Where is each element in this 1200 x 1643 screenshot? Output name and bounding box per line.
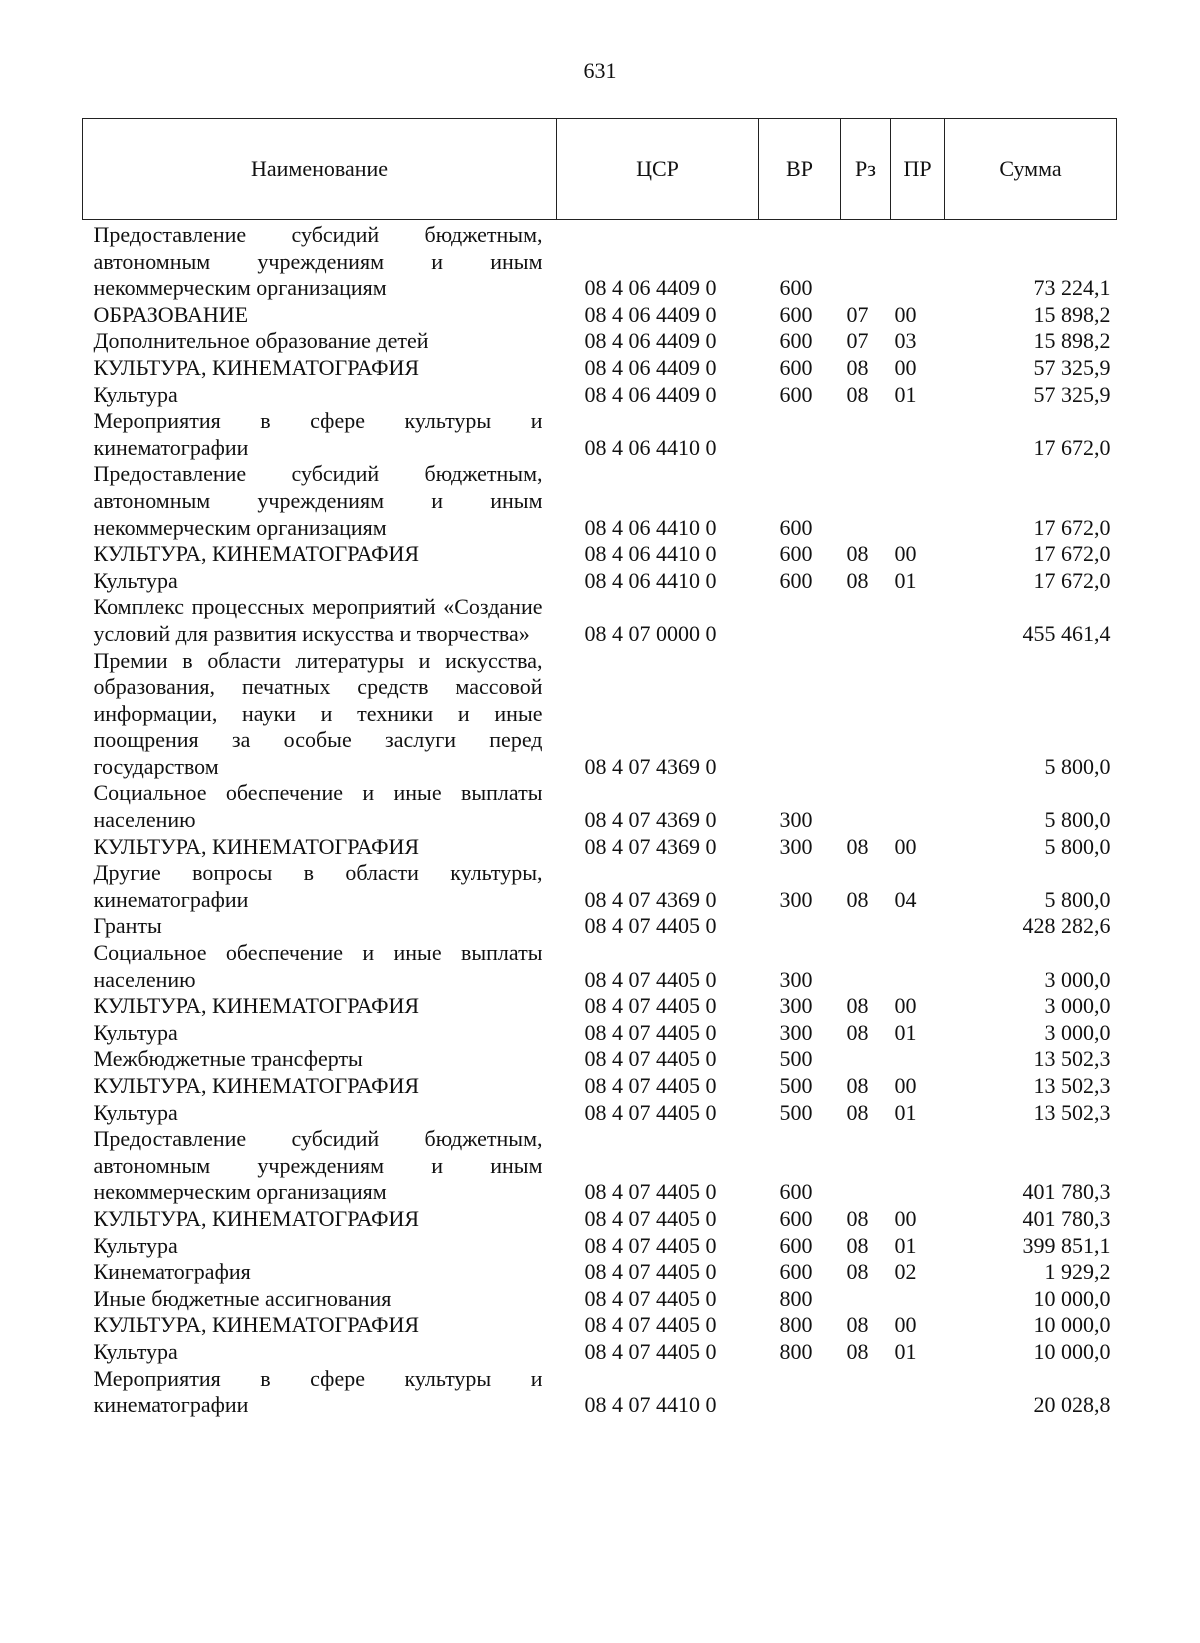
budget-table-container	[82, 118, 1116, 1419]
row-pr: 03	[894, 328, 917, 354]
row-rz	[841, 913, 891, 940]
row-csr: 08 4 06 4409 0	[584, 275, 717, 301]
table-row	[83, 913, 1117, 940]
row-sum: 57 325,9	[1033, 381, 1111, 407]
row-sum: 17 672,0	[1033, 541, 1111, 567]
row-name-text: Культура	[93, 1099, 178, 1125]
table-row	[83, 940, 1117, 993]
row-name-text: Дополнительное образование детей	[93, 328, 429, 354]
row-name	[83, 408, 557, 461]
row-vr: 600	[779, 275, 813, 301]
row-rz	[841, 1126, 891, 1206]
row-sum: 13 502,3	[1033, 1099, 1111, 1125]
row-vr: 600	[779, 1179, 813, 1205]
row-rz: 08	[846, 1205, 869, 1231]
row-pr	[891, 594, 945, 647]
row-csr: 08 4 07 4405 0	[584, 993, 717, 1019]
row-name-text: Кинематография	[93, 1259, 251, 1285]
row-rz	[841, 648, 891, 781]
row-name	[83, 834, 557, 861]
row-name-text: КУЛЬТУРА, КИНЕМАТОГРАФИЯ	[93, 833, 420, 859]
row-name	[83, 1073, 557, 1100]
budget-table	[82, 118, 1117, 1419]
row-name-text: Культура	[93, 1338, 178, 1364]
row-rz: 08	[846, 541, 869, 567]
row-csr: 08 4 06 4409 0	[584, 328, 717, 354]
row-name	[83, 302, 557, 329]
row-vr: 600	[779, 381, 813, 407]
row-pr: 00	[894, 541, 917, 567]
table-row	[83, 1020, 1117, 1047]
row-pr	[891, 220, 945, 302]
row-rz: 08	[846, 1073, 869, 1098]
row-sum: 10 000,0	[1033, 1312, 1111, 1338]
row-vr: 600	[779, 541, 813, 567]
row-sum: 1 929,2	[1044, 1259, 1111, 1285]
row-vr	[759, 913, 841, 940]
table-row	[83, 780, 1117, 833]
row-sum: 17 672,0	[1033, 567, 1111, 593]
row-csr: 08 4 07 4405 0	[584, 966, 717, 992]
row-csr: 08 4 07 4369 0	[584, 807, 717, 833]
row-name-text: КУЛЬТУРА, КИНЕМАТОГРАФИЯ	[93, 1073, 420, 1098]
row-name-text: Мероприятия в сфере культуры и кинематографии	[93, 408, 543, 460]
row-rz: 08	[846, 1099, 869, 1125]
row-pr: 04	[894, 886, 917, 912]
row-csr: 08 4 06 4410 0	[584, 434, 717, 460]
row-name	[83, 382, 557, 409]
table-row	[83, 993, 1117, 1020]
row-rz	[841, 461, 891, 541]
table-row	[83, 1233, 1117, 1260]
table-row	[83, 382, 1117, 409]
row-sum: 3 000,0	[1044, 1019, 1111, 1045]
table-row	[83, 1259, 1117, 1286]
row-pr: 01	[894, 1019, 917, 1045]
row-sum: 15 898,2	[1033, 301, 1111, 327]
row-vr: 600	[779, 514, 813, 540]
row-vr	[759, 1366, 841, 1419]
row-rz: 08	[846, 1259, 869, 1285]
header-rz: Рз	[841, 119, 891, 220]
row-csr: 08 4 07 4405 0	[584, 1179, 717, 1205]
row-name-text: Межбюджетные трансферты	[93, 1046, 363, 1072]
row-pr: 00	[894, 1073, 917, 1098]
row-vr: 300	[779, 833, 813, 859]
header-csr: ЦСР	[557, 119, 759, 220]
row-csr: 08 4 07 4405 0	[584, 1046, 717, 1072]
row-csr: 08 4 07 4405 0	[584, 1099, 717, 1125]
row-csr: 08 4 07 4369 0	[584, 753, 717, 779]
row-csr: 08 4 07 4405 0	[584, 1205, 717, 1231]
row-name	[83, 780, 557, 833]
row-vr: 600	[779, 1232, 813, 1258]
row-pr: 01	[894, 567, 917, 593]
row-vr: 600	[779, 1259, 813, 1285]
row-vr: 500	[779, 1046, 813, 1072]
row-vr: 600	[779, 567, 813, 593]
row-sum: 10 000,0	[1033, 1285, 1111, 1311]
row-name-text: КУЛЬТУРА, КИНЕМАТОГРАФИЯ	[93, 1312, 420, 1338]
table-row	[83, 1286, 1117, 1313]
row-name	[83, 1100, 557, 1127]
row-vr: 600	[779, 328, 813, 354]
row-name-text: КУЛЬТУРА, КИНЕМАТОГРАФИЯ	[93, 1205, 420, 1231]
row-csr: 08 4 07 4405 0	[584, 1285, 717, 1311]
row-rz	[841, 220, 891, 302]
row-sum: 57 325,9	[1033, 354, 1111, 380]
row-pr	[891, 780, 945, 833]
row-vr: 600	[779, 1205, 813, 1231]
row-rz: 08	[846, 993, 869, 1019]
row-csr: 08 4 06 4410 0	[584, 514, 717, 540]
row-vr: 800	[779, 1312, 813, 1338]
row-vr: 300	[779, 966, 813, 992]
row-rz	[841, 1366, 891, 1419]
table-row	[83, 648, 1117, 781]
row-sum: 399 851,1	[1022, 1232, 1111, 1258]
row-csr: 08 4 07 4405 0	[584, 1232, 717, 1258]
table-row	[83, 220, 1117, 302]
row-name	[83, 1259, 557, 1286]
page-number: 631	[583, 58, 617, 83]
row-csr: 08 4 07 4405 0	[584, 1312, 717, 1338]
row-name	[83, 1126, 557, 1206]
row-sum: 455 461,4	[1022, 620, 1111, 646]
row-pr: 00	[894, 1205, 917, 1231]
row-name	[83, 355, 557, 382]
row-vr: 800	[779, 1338, 813, 1364]
row-pr	[891, 1046, 945, 1073]
table-row	[83, 1126, 1117, 1206]
header-vr: ВР	[759, 119, 841, 220]
row-name-text: КУЛЬТУРА, КИНЕМАТОГРАФИЯ	[93, 993, 420, 1019]
row-csr: 08 4 07 4405 0	[584, 1073, 717, 1098]
row-rz	[841, 940, 891, 993]
table-row	[83, 1312, 1117, 1339]
row-pr: 00	[894, 301, 917, 327]
table-row	[83, 355, 1117, 382]
row-rz: 07	[846, 301, 869, 327]
row-pr: 01	[894, 381, 917, 407]
row-name-text: Комплекс процессных мероприятий «Создание условий для развития искусства и творчества»	[93, 594, 543, 646]
row-csr: 08 4 07 4369 0	[584, 886, 717, 912]
row-vr: 300	[779, 993, 813, 1019]
row-csr: 08 4 06 4410 0	[584, 541, 717, 567]
row-rz: 08	[846, 1232, 869, 1258]
row-sum: 5 800,0	[1044, 886, 1111, 912]
row-name-text: Иные бюджетные ассигнования	[93, 1285, 392, 1311]
row-name-text: Культура	[93, 1019, 178, 1045]
row-pr	[891, 1366, 945, 1419]
header-pr: ПР	[891, 119, 945, 220]
row-pr: 00	[894, 1312, 917, 1338]
row-pr: 01	[894, 1338, 917, 1364]
row-csr: 08 4 07 0000 0	[584, 620, 717, 646]
row-sum: 13 502,3	[1033, 1046, 1111, 1072]
row-pr	[891, 940, 945, 993]
row-csr: 08 4 06 4410 0	[584, 567, 717, 593]
row-vr: 800	[779, 1285, 813, 1311]
row-pr	[891, 408, 945, 461]
row-csr: 08 4 06 4409 0	[584, 354, 717, 380]
row-rz: 08	[846, 1338, 869, 1364]
table-row	[83, 461, 1117, 541]
row-pr	[891, 461, 945, 541]
row-sum: 20 028,8	[1033, 1392, 1111, 1418]
row-rz: 07	[846, 328, 869, 354]
row-sum: 10 000,0	[1033, 1338, 1111, 1364]
row-name-text: КУЛЬТУРА, КИНЕМАТОГРАФИЯ	[93, 541, 420, 567]
row-name-text: Социальное обеспечение и иные выплаты населению	[93, 780, 543, 833]
row-pr: 01	[894, 1099, 917, 1125]
row-name-text: Культура	[93, 567, 178, 593]
row-name-text: ОБРАЗОВАНИЕ	[93, 301, 249, 327]
row-name-text: Предоставление субсидий бюджетным, автономным учреждениям и иным некоммерческим организациям	[93, 222, 543, 301]
row-name	[83, 1206, 557, 1233]
row-csr: 08 4 06 4409 0	[584, 381, 717, 407]
row-pr: 01	[894, 1232, 917, 1258]
table-row	[83, 408, 1117, 461]
row-vr	[759, 408, 841, 461]
table-row	[83, 568, 1117, 595]
row-name	[83, 860, 557, 913]
row-name-text: Предоставление субсидий бюджетным, автономным учреждениям и иным некоммерческим организациям	[93, 1126, 543, 1205]
row-name-text: Премии в области литературы и искусства, образования, печатных средств массовой информации, науки и техники и иные поощрения за особые заслуги перед государством	[93, 647, 543, 779]
table-row	[83, 1339, 1117, 1366]
row-rz: 08	[846, 1019, 869, 1045]
table-row	[83, 1073, 1117, 1100]
row-pr	[891, 648, 945, 781]
row-name-text: Мероприятия в сфере культуры и кинематографии	[93, 1365, 543, 1418]
row-vr: 500	[779, 1099, 813, 1125]
row-name	[83, 594, 557, 647]
header-sum: Сумма	[945, 119, 1117, 220]
row-vr: 600	[779, 301, 813, 327]
row-rz	[841, 1046, 891, 1073]
row-rz: 08	[846, 886, 869, 912]
row-name	[83, 1312, 557, 1339]
row-sum: 401 780,3	[1022, 1179, 1111, 1205]
row-sum: 5 800,0	[1044, 807, 1111, 833]
row-vr: 300	[779, 886, 813, 912]
row-pr	[891, 1286, 945, 1313]
row-name-text: Другие вопросы в области культуры, кинематографии	[93, 860, 543, 912]
table-row	[83, 594, 1117, 647]
row-vr	[759, 594, 841, 647]
row-name	[83, 648, 557, 781]
row-rz	[841, 594, 891, 647]
row-sum: 3 000,0	[1044, 993, 1111, 1019]
row-vr: 300	[779, 1019, 813, 1045]
row-name-text: Социальное обеспечение и иные выплаты населению	[93, 940, 543, 992]
table-row	[83, 541, 1117, 568]
row-rz: 08	[846, 354, 869, 380]
row-sum: 428 282,6	[1022, 913, 1111, 939]
row-sum: 5 800,0	[1044, 833, 1111, 859]
row-name	[83, 1366, 557, 1419]
row-rz	[841, 1286, 891, 1313]
row-csr: 08 4 07 4405 0	[584, 913, 717, 939]
row-sum: 17 672,0	[1033, 514, 1111, 540]
row-sum: 401 780,3	[1022, 1205, 1111, 1231]
row-rz: 08	[846, 567, 869, 593]
row-csr: 08 4 07 4405 0	[584, 1259, 717, 1285]
table-header	[83, 119, 1117, 220]
row-name	[83, 940, 557, 993]
row-pr: 00	[894, 993, 917, 1019]
row-name	[83, 1020, 557, 1047]
row-pr	[891, 913, 945, 940]
row-name	[83, 461, 557, 541]
row-csr: 08 4 06 4409 0	[584, 301, 717, 327]
row-pr: 00	[894, 833, 917, 859]
row-csr: 08 4 07 4410 0	[584, 1392, 717, 1418]
row-rz: 08	[846, 1312, 869, 1338]
row-name	[83, 541, 557, 568]
row-name-text: Культура	[93, 1232, 178, 1258]
row-name	[83, 220, 557, 302]
table-row	[83, 1100, 1117, 1127]
row-csr: 08 4 07 4405 0	[584, 1338, 717, 1364]
row-sum: 13 502,3	[1033, 1073, 1111, 1098]
table-row	[83, 1206, 1117, 1233]
row-rz	[841, 780, 891, 833]
table-row	[83, 860, 1117, 913]
row-sum: 17 672,0	[1033, 434, 1111, 460]
row-vr: 500	[779, 1073, 813, 1098]
row-name-text: Гранты	[93, 913, 162, 939]
row-name	[83, 1046, 557, 1073]
row-name-text: КУЛЬТУРА, КИНЕМАТОГРАФИЯ	[93, 354, 420, 380]
row-rz: 08	[846, 381, 869, 407]
row-sum: 3 000,0	[1044, 966, 1111, 992]
row-name	[83, 993, 557, 1020]
header-name: Наименование	[83, 119, 557, 220]
row-name	[83, 1286, 557, 1313]
header-row	[83, 119, 1117, 220]
row-name-text: Предоставление субсидий бюджетным, автономным учреждениям и иным некоммерческим организациям	[93, 461, 543, 540]
row-rz	[841, 408, 891, 461]
row-pr: 02	[894, 1259, 917, 1285]
row-name	[83, 328, 557, 355]
row-pr: 00	[894, 354, 917, 380]
table-body	[83, 220, 1117, 1419]
table-row	[83, 328, 1117, 355]
row-sum: 73 224,1	[1033, 275, 1111, 301]
row-sum: 15 898,2	[1033, 328, 1111, 354]
row-vr: 300	[779, 807, 813, 833]
row-vr	[759, 648, 841, 781]
table-row	[83, 302, 1117, 329]
row-pr	[891, 1126, 945, 1206]
row-name	[83, 568, 557, 595]
row-rz: 08	[846, 833, 869, 859]
row-name	[83, 1233, 557, 1260]
table-row	[83, 1046, 1117, 1073]
table-row	[83, 1366, 1117, 1419]
row-name-text: Культура	[93, 381, 178, 407]
row-sum: 5 800,0	[1044, 753, 1111, 779]
row-csr: 08 4 07 4369 0	[584, 833, 717, 859]
row-vr: 600	[779, 354, 813, 380]
table-row	[83, 834, 1117, 861]
row-csr: 08 4 07 4405 0	[584, 1019, 717, 1045]
row-name	[83, 913, 557, 940]
row-name	[83, 1339, 557, 1366]
